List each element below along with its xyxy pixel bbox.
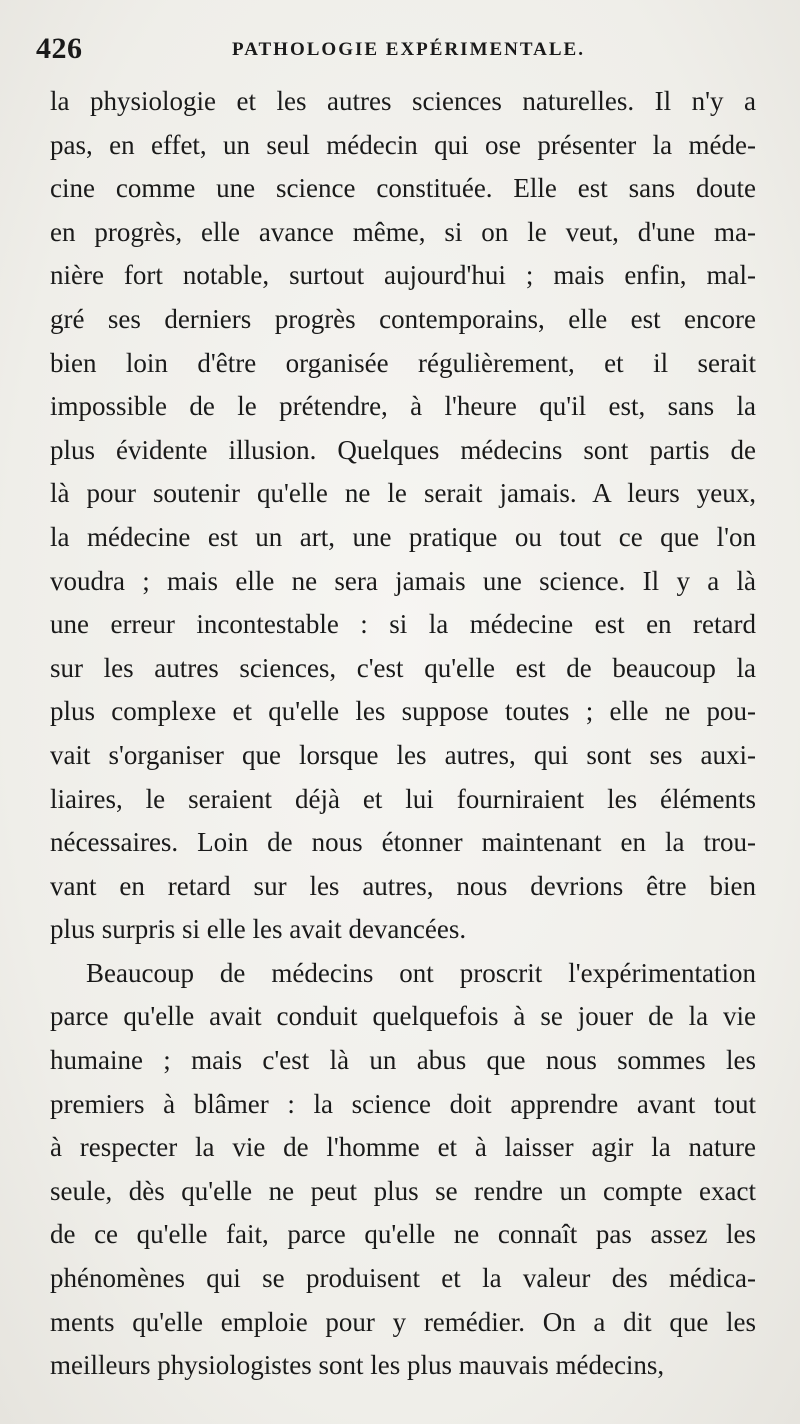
text-line: Beaucoup de médecins ont proscrit l'expérimentation — [86, 957, 756, 988]
body-text — [50, 80, 756, 1388]
text-line: la physiologie et les autres sciences naturelles. Il n'y a — [50, 86, 756, 116]
text-line: la médecine est un art, une pratique ou tout ce que l'on — [50, 521, 756, 552]
text-line: plus surpris si elle les avait devancées. — [50, 914, 467, 945]
text-line: là pour soutenir qu'elle ne le serait jamais. A leurs yeux, — [50, 478, 756, 509]
text-line: nécessaires. Loin de nous étonner maintenant en la trou- — [50, 827, 756, 858]
text-line: pas, en effet, un seul médecin qui ose présenter la méde- — [50, 129, 756, 160]
paragraph — [50, 952, 756, 1388]
text-line: ments qu'elle emploie pour y remédier. On a dit que les — [50, 1306, 756, 1337]
text-line: meilleurs physiologistes sont les plus mauvais médecins, — [50, 1350, 665, 1381]
text-line: parce qu'elle avait conduit quelquefois à se jouer de la vie — [50, 1001, 756, 1032]
text-line: bien loin d'être organisée régulièrement, et il serait — [50, 347, 756, 378]
text-line: sur les autres sciences, c'est qu'elle est de beaucoup la — [50, 652, 756, 683]
text-line: une erreur incontestable : si la médecine est en retard — [50, 609, 756, 640]
text-line: à respecter la vie de l'homme et à laisser agir la nature — [50, 1132, 756, 1163]
text-line: phénomènes qui se produisent et la valeur des médica- — [50, 1263, 756, 1294]
text-line: de ce qu'elle fait, parce qu'elle ne connaît pas assez les — [50, 1219, 756, 1250]
page-header — [36, 32, 764, 72]
text-line: plus évidente illusion. Quelques médecins sont partis de — [50, 434, 756, 465]
text-line: premiers à blâmer : la science doit apprendre avant tout — [50, 1088, 756, 1119]
text-line: gré ses derniers progrès contemporains, elle est encore — [50, 303, 756, 334]
text-line: nière fort notable, surtout aujourd'hui ; mais enfin, mal- — [50, 260, 756, 291]
text-line: liaires, le seraient déjà et lui fourniraient les éléments — [50, 783, 756, 814]
page-number: 426 — [36, 32, 83, 65]
text-line: cine comme une science constituée. Elle est sans doute — [50, 173, 756, 204]
paragraph — [50, 80, 756, 952]
text-line: en progrès, elle avance même, si on le veut, d'une ma- — [50, 216, 756, 247]
running-title: PATHOLOGIE EXPÉRIMENTALE. — [232, 39, 585, 60]
text-line: vant en retard sur les autres, nous devrions être bien — [50, 870, 756, 901]
text-line: vait s'organiser que lorsque les autres, qui sont ses auxi- — [50, 739, 756, 770]
text-line: voudra ; mais elle ne sera jamais une science. Il y a là — [50, 565, 756, 596]
text-line: plus complexe et qu'elle les suppose toutes ; elle ne pou- — [50, 696, 756, 727]
text-line: seule, dès qu'elle ne peut plus se rendre un compte exact — [50, 1175, 756, 1206]
text-line: impossible de le prétendre, à l'heure qu'il est, sans la — [50, 391, 756, 422]
text-line: humaine ; mais c'est là un abus que nous sommes les — [50, 1045, 756, 1076]
